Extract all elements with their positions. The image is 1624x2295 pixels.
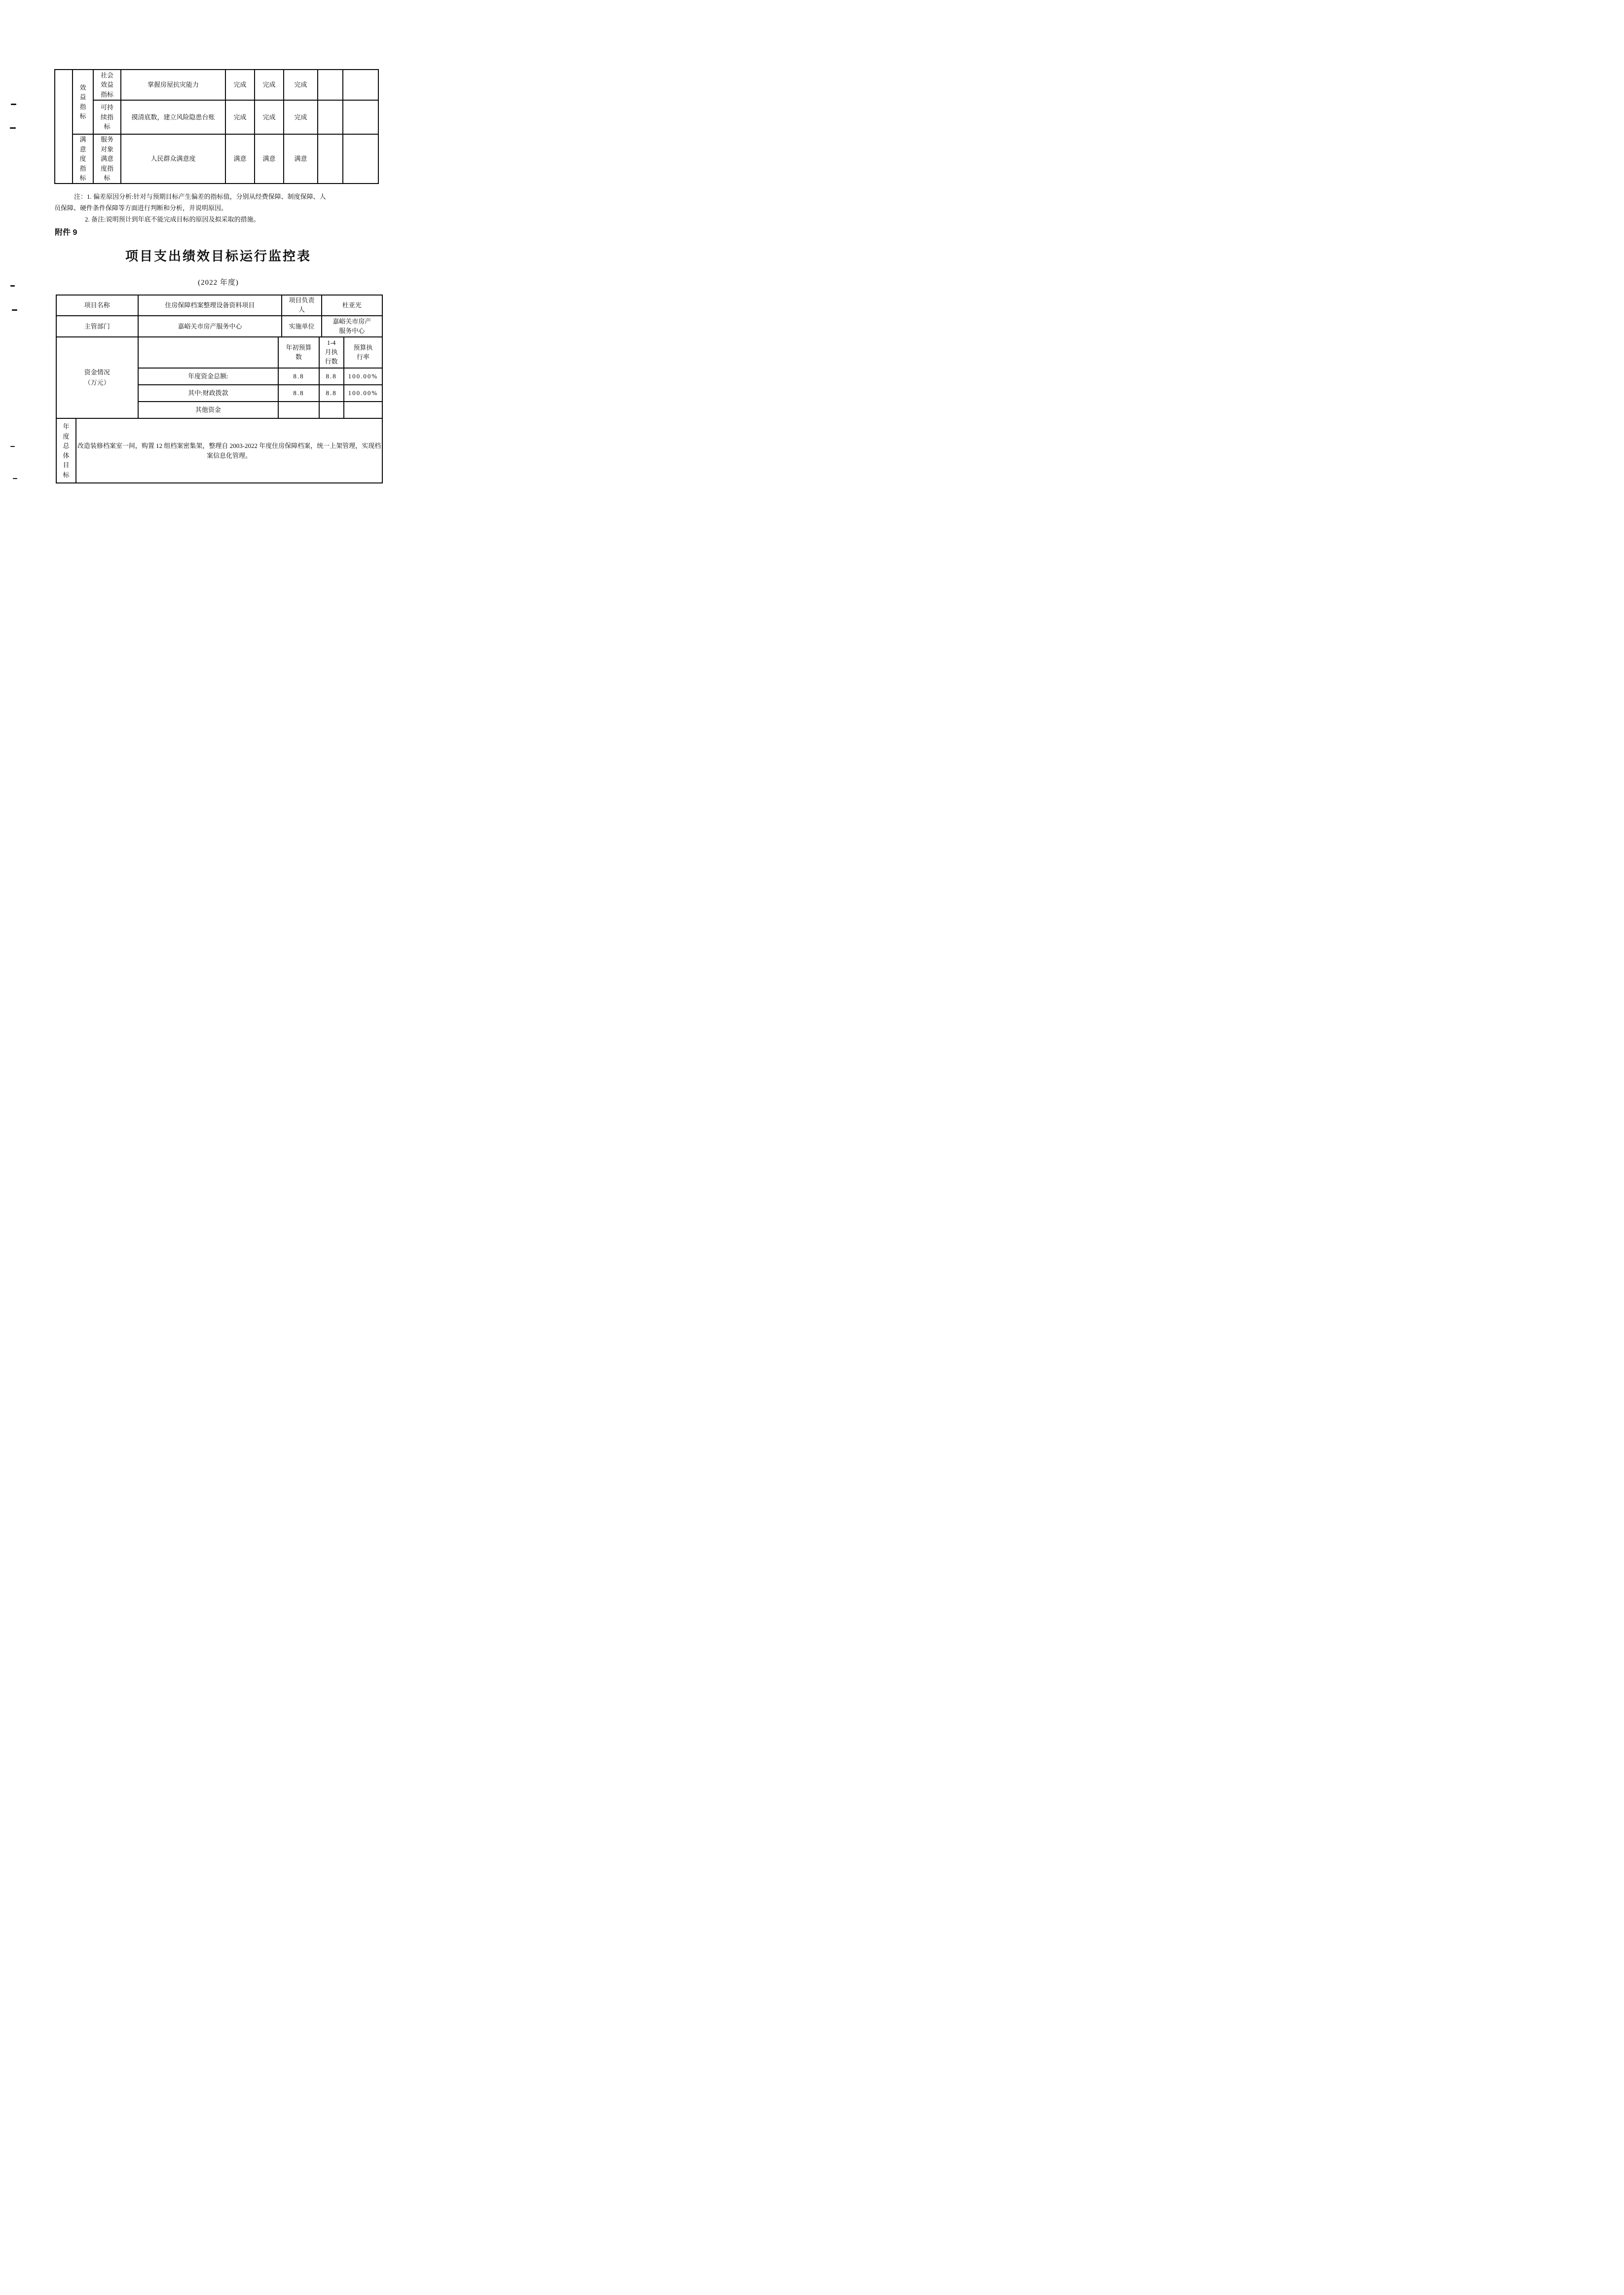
- scanned-document-page: [0, 0, 406, 574]
- footnote-line: 2. 备注:说明预计到年底不能完成目标的原因及拟采取的措施。: [85, 216, 260, 223]
- t1-category-satisfaction-label: 满意度指标: [79, 136, 86, 182]
- monitoring-table: [56, 295, 381, 483]
- annual-goal-label: 年度总体目标: [56, 418, 76, 483]
- project-leader-label: 项目负责人: [282, 295, 321, 316]
- t1-value-cell: 满意: [284, 134, 318, 184]
- scan-speck: [10, 127, 16, 129]
- funding-desc-header-cell: [138, 337, 279, 368]
- footnotes: [54, 191, 381, 225]
- footnote-line: 注：1. 偏差原因分析:针对与预期目标产生偏差的指标值，分别从经费保障、制度保障、人: [74, 193, 326, 200]
- t1-category-satisfaction-cell: [73, 134, 93, 184]
- attachment-label: 附件 9: [55, 228, 77, 237]
- scan-speck: [13, 478, 17, 479]
- funding-table: [56, 336, 383, 419]
- funding-col-header: 预算执行率: [344, 337, 382, 368]
- t1-value-cell: 完成: [284, 100, 318, 134]
- scan-speck: [11, 104, 16, 105]
- t1-empty-cell: [318, 100, 343, 134]
- document-title: 项目支出绩效目标运行监控表: [125, 249, 311, 263]
- t1-value-cell: 完成: [255, 100, 284, 134]
- t1-empty-cell: [343, 70, 378, 100]
- project-info-table: [56, 295, 383, 337]
- scan-speck: [10, 446, 15, 447]
- funding-value-empty: [344, 402, 382, 418]
- annual-goal-table: [56, 418, 383, 483]
- t1-empty-cell: [318, 134, 343, 184]
- project-name-label: 项目名称: [56, 295, 138, 316]
- t1-value-cell: 完成: [255, 70, 284, 100]
- t1-value-cell: 完成: [225, 70, 255, 100]
- funding-value: 8.8: [278, 385, 319, 402]
- t1-value-cell: 满意: [225, 134, 255, 184]
- t1-empty-cell: [343, 100, 378, 134]
- funding-desc: 其中:财政拨款: [138, 385, 279, 402]
- t1-subcategory-cell: 服务对象满意度指标: [93, 134, 121, 184]
- funding-value-empty: [278, 402, 319, 418]
- t1-category-benefit-label: 效益指标: [79, 83, 86, 120]
- t1-spacer-cell: [55, 70, 73, 184]
- t1-empty-cell: [318, 70, 343, 100]
- funding-value: 100.00%: [344, 385, 382, 402]
- funding-col-header: 1-4月执行数: [319, 337, 344, 368]
- document-subtitle: (2022 年度): [198, 279, 239, 287]
- t1-indicator-cell: 摸清底数，建立风险隐患台账: [121, 100, 225, 134]
- t1-indicator-cell: 人民群众满意度: [121, 134, 225, 184]
- t1-value-cell: 完成: [284, 70, 318, 100]
- scan-speck: [10, 285, 15, 287]
- funding-value: 8.8: [319, 385, 344, 402]
- t1-indicator-cell: 掌握房屋抗灾能力: [121, 70, 225, 100]
- dept-label: 主管部门: [56, 316, 138, 337]
- funding-value: 100.00%: [344, 368, 382, 385]
- project-name-value: 住房保障档案整理设备资料项目: [138, 295, 282, 316]
- impl-unit-value: 嘉峪关市房产服务中心: [322, 316, 382, 337]
- t1-category-benefit-cell: [73, 70, 93, 134]
- t1-subcategory-cell: 可持续指标: [93, 100, 121, 134]
- t1-value-cell: 完成: [225, 100, 255, 134]
- funding-value: 8.8: [278, 368, 319, 385]
- footnote-line: 员保障、硬件条件保障等方面进行判断和分析，并说明原因。: [54, 204, 228, 212]
- impl-unit-label: 实施单位: [282, 316, 321, 337]
- t1-value-cell: 满意: [255, 134, 284, 184]
- t1-empty-cell: [343, 134, 378, 184]
- t1-subcategory-cell: 社会效益指标: [93, 70, 121, 100]
- funding-value: 8.8: [319, 368, 344, 385]
- funding-col-header: 年初预算数: [278, 337, 319, 368]
- indicator-table: [54, 69, 379, 184]
- dept-value: 嘉峪关市房产服务中心: [138, 316, 282, 337]
- annual-goal-text: 改造装修档案室一间，购置 12 组档案密集架，整理自 2003-2022 年度住房保障档案，统一上架管理，实现档案信息化管理。: [76, 418, 382, 483]
- scan-speck: [12, 309, 17, 311]
- project-leader-value: 杜亚光: [322, 295, 382, 316]
- funding-desc: 年度资金总额:: [138, 368, 279, 385]
- funding-label-cell: 资金情况（万元）: [56, 337, 138, 418]
- funding-desc: 其他资金: [138, 402, 279, 418]
- funding-value-empty: [319, 402, 344, 418]
